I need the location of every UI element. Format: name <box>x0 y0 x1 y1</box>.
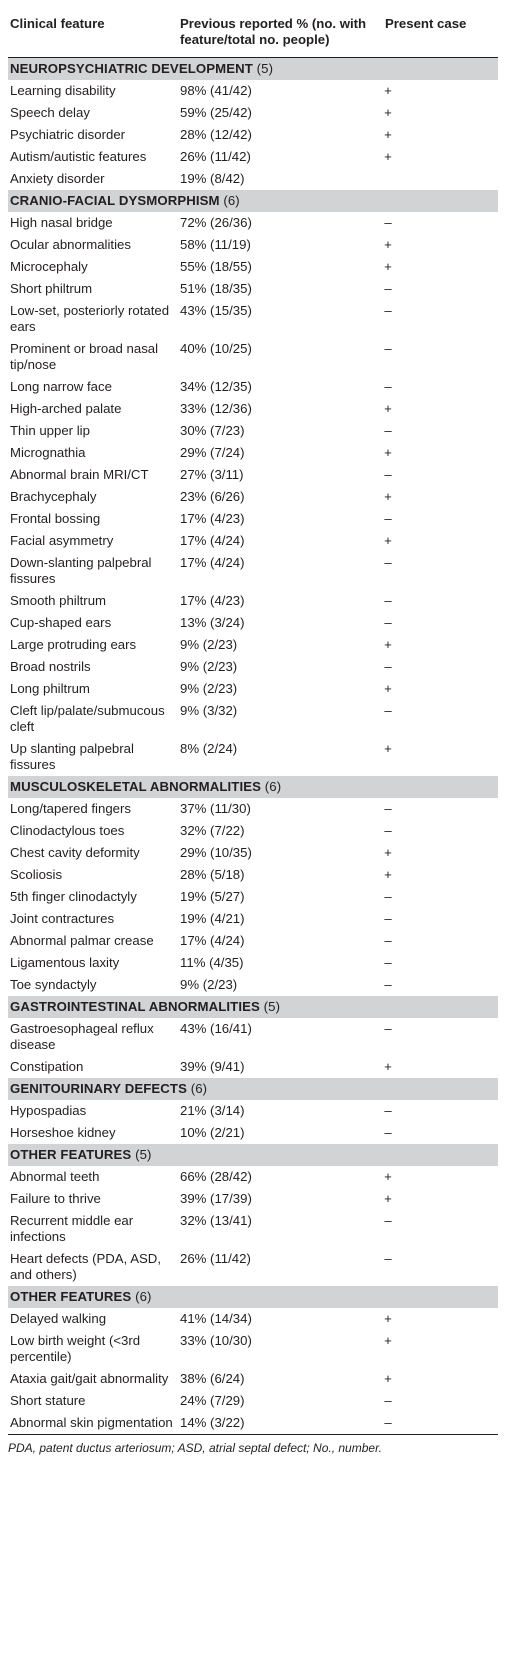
previous-reported-cell: 34% (12/35) <box>180 379 252 394</box>
present-case-cell <box>383 442 498 464</box>
present-case-mark: – <box>384 659 392 674</box>
present-case-cell <box>383 1188 498 1210</box>
table-row <box>8 1166 498 1188</box>
feature-cell: Recurrent middle ear infections <box>10 1213 134 1244</box>
feature-cell: Clinodactylous toes <box>10 823 125 838</box>
table-row <box>8 278 498 300</box>
section-title: OTHER FEATURES <box>10 1289 132 1304</box>
table-row <box>8 420 498 442</box>
table-row <box>8 124 498 146</box>
previous-reported-cell: 39% (9/41) <box>180 1059 245 1074</box>
present-case-mark: + <box>384 867 392 882</box>
present-case-mark: + <box>384 127 392 142</box>
present-case-mark: + <box>384 237 392 252</box>
previous-reported-cell: 26% (11/42) <box>180 1251 251 1266</box>
present-case-mark: + <box>384 1059 392 1074</box>
present-case-mark: – <box>384 1125 392 1140</box>
present-case-cell <box>383 420 498 442</box>
table-row <box>8 1100 498 1122</box>
previous-reported-cell: 9% (2/23) <box>180 681 238 696</box>
table-row <box>8 1330 498 1368</box>
feature-cell: Low birth weight (<3rd percentile) <box>10 1333 141 1364</box>
present-case-mark: + <box>384 1371 392 1386</box>
present-case-mark: – <box>384 889 392 904</box>
previous-reported-cell: 23% (6/26) <box>180 489 245 504</box>
table-row <box>8 398 498 420</box>
table-row <box>8 212 498 234</box>
previous-reported-cell: 17% (4/24) <box>180 555 245 570</box>
previous-reported-cell: 17% (4/23) <box>180 511 245 526</box>
feature-cell: Abnormal palmar crease <box>10 933 154 948</box>
previous-reported-cell: 41% (14/34) <box>180 1311 252 1326</box>
present-case-mark: – <box>384 281 392 296</box>
table-row <box>8 168 498 190</box>
previous-reported-cell: 37% (11/30) <box>180 801 251 816</box>
present-case-mark: – <box>384 911 392 926</box>
feature-cell: Micrognathia <box>10 445 86 460</box>
previous-reported-cell: 9% (2/23) <box>180 977 238 992</box>
table-row <box>8 1308 498 1330</box>
feature-cell: Heart defects (PDA, ASD, and others) <box>10 1251 161 1282</box>
table-row <box>8 678 498 700</box>
previous-reported-cell: 33% (12/36) <box>180 401 252 416</box>
previous-reported-cell: 58% (11/19) <box>180 237 251 252</box>
table-row <box>8 1018 498 1056</box>
previous-reported-cell: 98% (41/42) <box>180 83 252 98</box>
present-case-mark: + <box>384 149 392 164</box>
previous-reported-cell: 9% (2/23) <box>180 637 238 652</box>
present-case-cell <box>383 486 498 508</box>
feature-cell: Facial asymmetry <box>10 533 114 548</box>
section-header-row <box>8 996 498 1018</box>
section-reference-count: (5) <box>263 999 281 1014</box>
present-case-cell <box>383 930 498 952</box>
previous-reported-cell: 9% (2/23) <box>180 659 238 674</box>
header-present-case: Present case <box>385 16 467 31</box>
present-case-mark: + <box>384 741 392 756</box>
feature-cell: Thin upper lip <box>10 423 90 438</box>
present-case-mark: – <box>384 955 392 970</box>
section-header-row <box>8 190 498 212</box>
table-row <box>8 908 498 930</box>
feature-cell: High nasal bridge <box>10 215 113 230</box>
feature-cell: Cup-shaped ears <box>10 615 112 630</box>
previous-reported-cell: 14% (3/22) <box>180 1415 245 1430</box>
table-row <box>8 886 498 908</box>
table-row <box>8 1188 498 1210</box>
section-header-row <box>8 1078 498 1100</box>
feature-cell: Hypospadias <box>10 1103 87 1118</box>
section-title: GASTROINTESTINAL ABNORMALITIES <box>10 999 260 1014</box>
previous-reported-cell: 17% (4/24) <box>180 533 245 548</box>
previous-reported-cell: 28% (5/18) <box>180 867 245 882</box>
feature-cell: Long narrow face <box>10 379 112 394</box>
table-row <box>8 656 498 678</box>
present-case-cell <box>383 1056 498 1078</box>
present-case-cell <box>383 552 498 590</box>
previous-reported-cell: 13% (3/24) <box>180 615 245 630</box>
present-case-cell <box>383 820 498 842</box>
present-case-mark: – <box>384 933 392 948</box>
previous-reported-cell: 29% (10/35) <box>180 845 252 860</box>
present-case-cell <box>383 1368 498 1390</box>
present-case-cell <box>383 864 498 886</box>
present-case-mark: + <box>384 533 392 548</box>
present-case-mark: – <box>384 467 392 482</box>
section-title: GENITOURINARY DEFECTS <box>10 1081 187 1096</box>
table-row <box>8 464 498 486</box>
present-case-mark: – <box>384 593 392 608</box>
present-case-mark: – <box>384 1415 392 1430</box>
feature-cell: Ligamentous laxity <box>10 955 120 970</box>
feature-cell: Horseshoe kidney <box>10 1125 116 1140</box>
feature-cell: Prominent or broad nasal tip/nose <box>10 341 159 372</box>
section-reference-count: (6) <box>223 193 240 208</box>
present-case-cell <box>383 398 498 420</box>
previous-reported-cell: 19% (4/21) <box>180 911 245 926</box>
table-row <box>8 80 498 102</box>
table-row <box>8 864 498 886</box>
present-case-mark: – <box>384 555 392 570</box>
present-case-cell <box>383 1412 498 1435</box>
previous-reported-cell: 43% (16/41) <box>180 1021 252 1036</box>
table-row <box>8 256 498 278</box>
feature-cell: Constipation <box>10 1059 84 1074</box>
feature-cell: Speech delay <box>10 105 90 120</box>
previous-reported-cell: 38% (6/24) <box>180 1371 245 1386</box>
present-case-cell <box>383 1100 498 1122</box>
table-row <box>8 842 498 864</box>
feature-cell: Scoliosis <box>10 867 63 882</box>
present-case-cell <box>383 952 498 974</box>
present-case-cell <box>383 656 498 678</box>
feature-cell: Large protruding ears <box>10 637 137 652</box>
present-case-cell <box>383 678 498 700</box>
present-case-mark: + <box>384 105 392 120</box>
table-row <box>8 102 498 124</box>
present-case-mark: + <box>384 681 392 696</box>
table-row <box>8 442 498 464</box>
feature-cell: Smooth philtrum <box>10 593 107 608</box>
section-title: MUSCULOSKELETAL ABNORMALITIES <box>10 779 262 794</box>
previous-reported-cell: 27% (3/11) <box>180 467 244 482</box>
table-row <box>8 798 498 820</box>
present-case-cell <box>383 464 498 486</box>
feature-cell: Learning disability <box>10 83 116 98</box>
present-case-cell <box>383 234 498 256</box>
table-row <box>8 1368 498 1390</box>
section-header-cell <box>8 190 498 212</box>
present-case-cell <box>383 974 498 996</box>
present-case-mark: + <box>384 845 392 860</box>
previous-reported-cell: 40% (10/25) <box>180 341 252 356</box>
feature-cell: Frontal bossing <box>10 511 101 526</box>
present-case-cell <box>383 338 498 376</box>
present-case-cell <box>383 376 498 398</box>
section-reference-count: (5) <box>256 61 274 76</box>
feature-cell: Joint contractures <box>10 911 115 926</box>
table-footnote: PDA, patent ductus arteriosum; ASD, atrial septal defect; No., number. <box>8 1441 382 1455</box>
previous-reported-cell: 51% (18/35) <box>180 281 252 296</box>
present-case-cell <box>383 124 498 146</box>
table-row <box>8 552 498 590</box>
present-case-cell <box>383 1166 498 1188</box>
present-case-cell <box>383 798 498 820</box>
present-case-mark: + <box>384 1333 392 1348</box>
present-case-cell <box>383 212 498 234</box>
present-case-mark: – <box>384 977 392 992</box>
previous-reported-cell: 19% (5/27) <box>180 889 245 904</box>
feature-cell: Abnormal brain MRI/CT <box>10 467 149 482</box>
section-header-row <box>8 58 498 81</box>
section-header-row <box>8 1286 498 1308</box>
section-header-cell <box>8 58 498 81</box>
feature-cell: Up slanting palpebral fissures <box>10 741 134 772</box>
feature-cell: Failure to thrive <box>10 1191 101 1206</box>
section-title: OTHER FEATURES <box>10 1147 132 1162</box>
present-case-cell <box>383 590 498 612</box>
feature-cell: Low-set, posteriorly rotated ears <box>10 303 170 334</box>
previous-reported-cell: 66% (28/42) <box>180 1169 252 1184</box>
present-case-mark: + <box>384 445 392 460</box>
present-case-mark: + <box>384 1311 392 1326</box>
feature-cell: Microcephaly <box>10 259 88 274</box>
table-row <box>8 1248 498 1286</box>
previous-reported-cell: 55% (18/55) <box>180 259 252 274</box>
table-row <box>8 234 498 256</box>
feature-cell: Short stature <box>10 1393 86 1408</box>
present-case-cell <box>383 1122 498 1144</box>
section-header-cell <box>8 1078 498 1100</box>
table-row <box>8 376 498 398</box>
present-case-cell <box>383 1390 498 1412</box>
section-header-row <box>8 776 498 798</box>
previous-reported-cell: 9% (3/32) <box>180 703 238 718</box>
previous-reported-cell: 17% (4/24) <box>180 933 245 948</box>
previous-reported-cell: 59% (25/42) <box>180 105 252 120</box>
table-body <box>8 58 498 1435</box>
feature-cell: Long philtrum <box>10 681 90 696</box>
present-case-mark: – <box>384 1251 392 1266</box>
previous-reported-cell: 17% (4/23) <box>180 593 245 608</box>
table-row <box>8 338 498 376</box>
section-title: NEUROPSYCHIATRIC DEVELOPMENT <box>10 61 253 76</box>
present-case-cell <box>383 842 498 864</box>
table-header-row <box>8 9 498 58</box>
table-row <box>8 974 498 996</box>
feature-cell: Delayed walking <box>10 1311 107 1326</box>
previous-reported-cell: 32% (13/41) <box>180 1213 252 1228</box>
present-case-cell <box>383 80 498 102</box>
table-row <box>8 952 498 974</box>
present-case-cell <box>383 634 498 656</box>
present-case-mark: + <box>384 637 392 652</box>
table-row <box>8 1390 498 1412</box>
present-case-mark: + <box>384 1169 392 1184</box>
table-row <box>8 930 498 952</box>
present-case-cell <box>383 886 498 908</box>
section-reference-count: (6) <box>190 1081 208 1096</box>
previous-reported-cell: 11% (4/35) <box>180 955 244 970</box>
previous-reported-cell: 21% (3/14) <box>180 1103 245 1118</box>
present-case-mark: – <box>384 1103 392 1118</box>
section-reference-count: (6) <box>135 1289 152 1304</box>
present-case-cell <box>383 102 498 124</box>
feature-cell: Broad nostrils <box>10 659 91 674</box>
present-case-cell <box>383 1018 498 1056</box>
table-row <box>8 1122 498 1144</box>
table-row <box>8 738 498 776</box>
present-case-cell <box>383 530 498 552</box>
feature-cell: Anxiety disorder <box>10 171 105 186</box>
present-case-mark: – <box>384 341 392 356</box>
section-reference-count: (6) <box>264 779 282 794</box>
present-case-cell <box>383 700 498 738</box>
previous-reported-cell: 39% (17/39) <box>180 1191 252 1206</box>
feature-cell: Abnormal skin pigmentation <box>10 1415 173 1430</box>
present-case-mark: – <box>384 823 392 838</box>
present-case-cell <box>383 1210 498 1248</box>
table-row <box>8 300 498 338</box>
present-case-mark: – <box>384 1393 392 1408</box>
feature-cell: Down-slanting palpebral fissures <box>10 555 152 586</box>
feature-cell: Chest cavity deformity <box>10 845 140 860</box>
present-case-cell <box>383 168 498 190</box>
feature-cell: Ataxia gait/gait abnormality <box>10 1371 169 1386</box>
feature-cell: 5th finger clinodactyly <box>10 889 137 904</box>
feature-cell: Ocular abnormalities <box>10 237 131 252</box>
feature-cell: Abnormal teeth <box>10 1169 100 1184</box>
table-row <box>8 146 498 168</box>
header-previous-reported: Previous reported % (no. with feature/total no. people) <box>180 16 367 47</box>
feature-cell: Long/tapered fingers <box>10 801 131 816</box>
present-case-cell <box>383 738 498 776</box>
present-case-mark: + <box>384 83 392 98</box>
previous-reported-cell: 24% (7/29) <box>180 1393 245 1408</box>
previous-reported-cell: 10% (2/21) <box>180 1125 245 1140</box>
previous-reported-cell: 28% (12/42) <box>180 127 252 142</box>
table-row <box>8 634 498 656</box>
table-row <box>8 1210 498 1248</box>
previous-reported-cell: 32% (7/22) <box>180 823 245 838</box>
table-row <box>8 820 498 842</box>
section-header-cell <box>8 776 498 798</box>
table-row <box>8 1412 498 1435</box>
present-case-cell <box>383 278 498 300</box>
feature-cell: Short philtrum <box>10 281 93 296</box>
previous-reported-cell: 26% (11/42) <box>180 149 251 164</box>
present-case-cell <box>383 908 498 930</box>
present-case-mark: – <box>384 801 392 816</box>
present-case-mark: + <box>384 401 392 416</box>
present-case-mark: + <box>384 489 392 504</box>
feature-cell: Autism/autistic features <box>10 149 147 164</box>
feature-cell: Brachycephaly <box>10 489 97 504</box>
present-case-mark: – <box>384 1213 392 1228</box>
feature-cell: Cleft lip/palate/submucous cleft <box>10 703 165 734</box>
present-case-mark: + <box>384 1191 392 1206</box>
previous-reported-cell: 29% (7/24) <box>180 445 245 460</box>
present-case-cell <box>383 1330 498 1368</box>
table-row <box>8 508 498 530</box>
present-case-mark: – <box>384 703 392 718</box>
present-case-mark: – <box>384 303 392 318</box>
present-case-cell <box>383 508 498 530</box>
present-case-cell <box>383 612 498 634</box>
present-case-cell <box>383 1308 498 1330</box>
present-case-mark: – <box>384 511 392 526</box>
feature-cell: Gastroesophageal reflux disease <box>10 1021 154 1052</box>
present-case-mark: – <box>384 1021 392 1036</box>
previous-reported-cell: 19% (8/42) <box>180 171 245 186</box>
header-clinical-feature: Clinical feature <box>10 16 105 31</box>
previous-reported-cell: 33% (10/30) <box>180 1333 252 1348</box>
present-case-mark: + <box>384 259 392 274</box>
table-row <box>8 486 498 508</box>
present-case-cell <box>383 300 498 338</box>
previous-reported-cell: 30% (7/23) <box>180 423 245 438</box>
section-header-row <box>8 1144 498 1166</box>
section-title: CRANIO-FACIAL DYSMORPHISM <box>10 193 220 208</box>
present-case-mark: – <box>384 615 392 630</box>
feature-cell: Toe syndactyly <box>10 977 97 992</box>
feature-cell: High-arched palate <box>10 401 122 416</box>
table-row <box>8 1056 498 1078</box>
present-case-cell <box>383 256 498 278</box>
present-case-mark: – <box>384 423 392 438</box>
feature-cell: Psychiatric disorder <box>10 127 126 142</box>
previous-reported-cell: 8% (2/24) <box>180 741 238 756</box>
present-case-cell <box>383 146 498 168</box>
clinical-features-table <box>8 9 498 1435</box>
section-header-cell <box>8 1286 498 1308</box>
previous-reported-cell: 43% (15/35) <box>180 303 252 318</box>
table-row <box>8 612 498 634</box>
present-case-mark: – <box>384 215 392 230</box>
section-header-cell <box>8 1144 498 1166</box>
table-row <box>8 590 498 612</box>
section-header-cell <box>8 996 498 1018</box>
table-row <box>8 530 498 552</box>
previous-reported-cell: 72% (26/36) <box>180 215 252 230</box>
present-case-cell <box>383 1248 498 1286</box>
present-case-mark: – <box>384 379 392 394</box>
table-row <box>8 700 498 738</box>
section-reference-count: (5) <box>135 1147 152 1162</box>
